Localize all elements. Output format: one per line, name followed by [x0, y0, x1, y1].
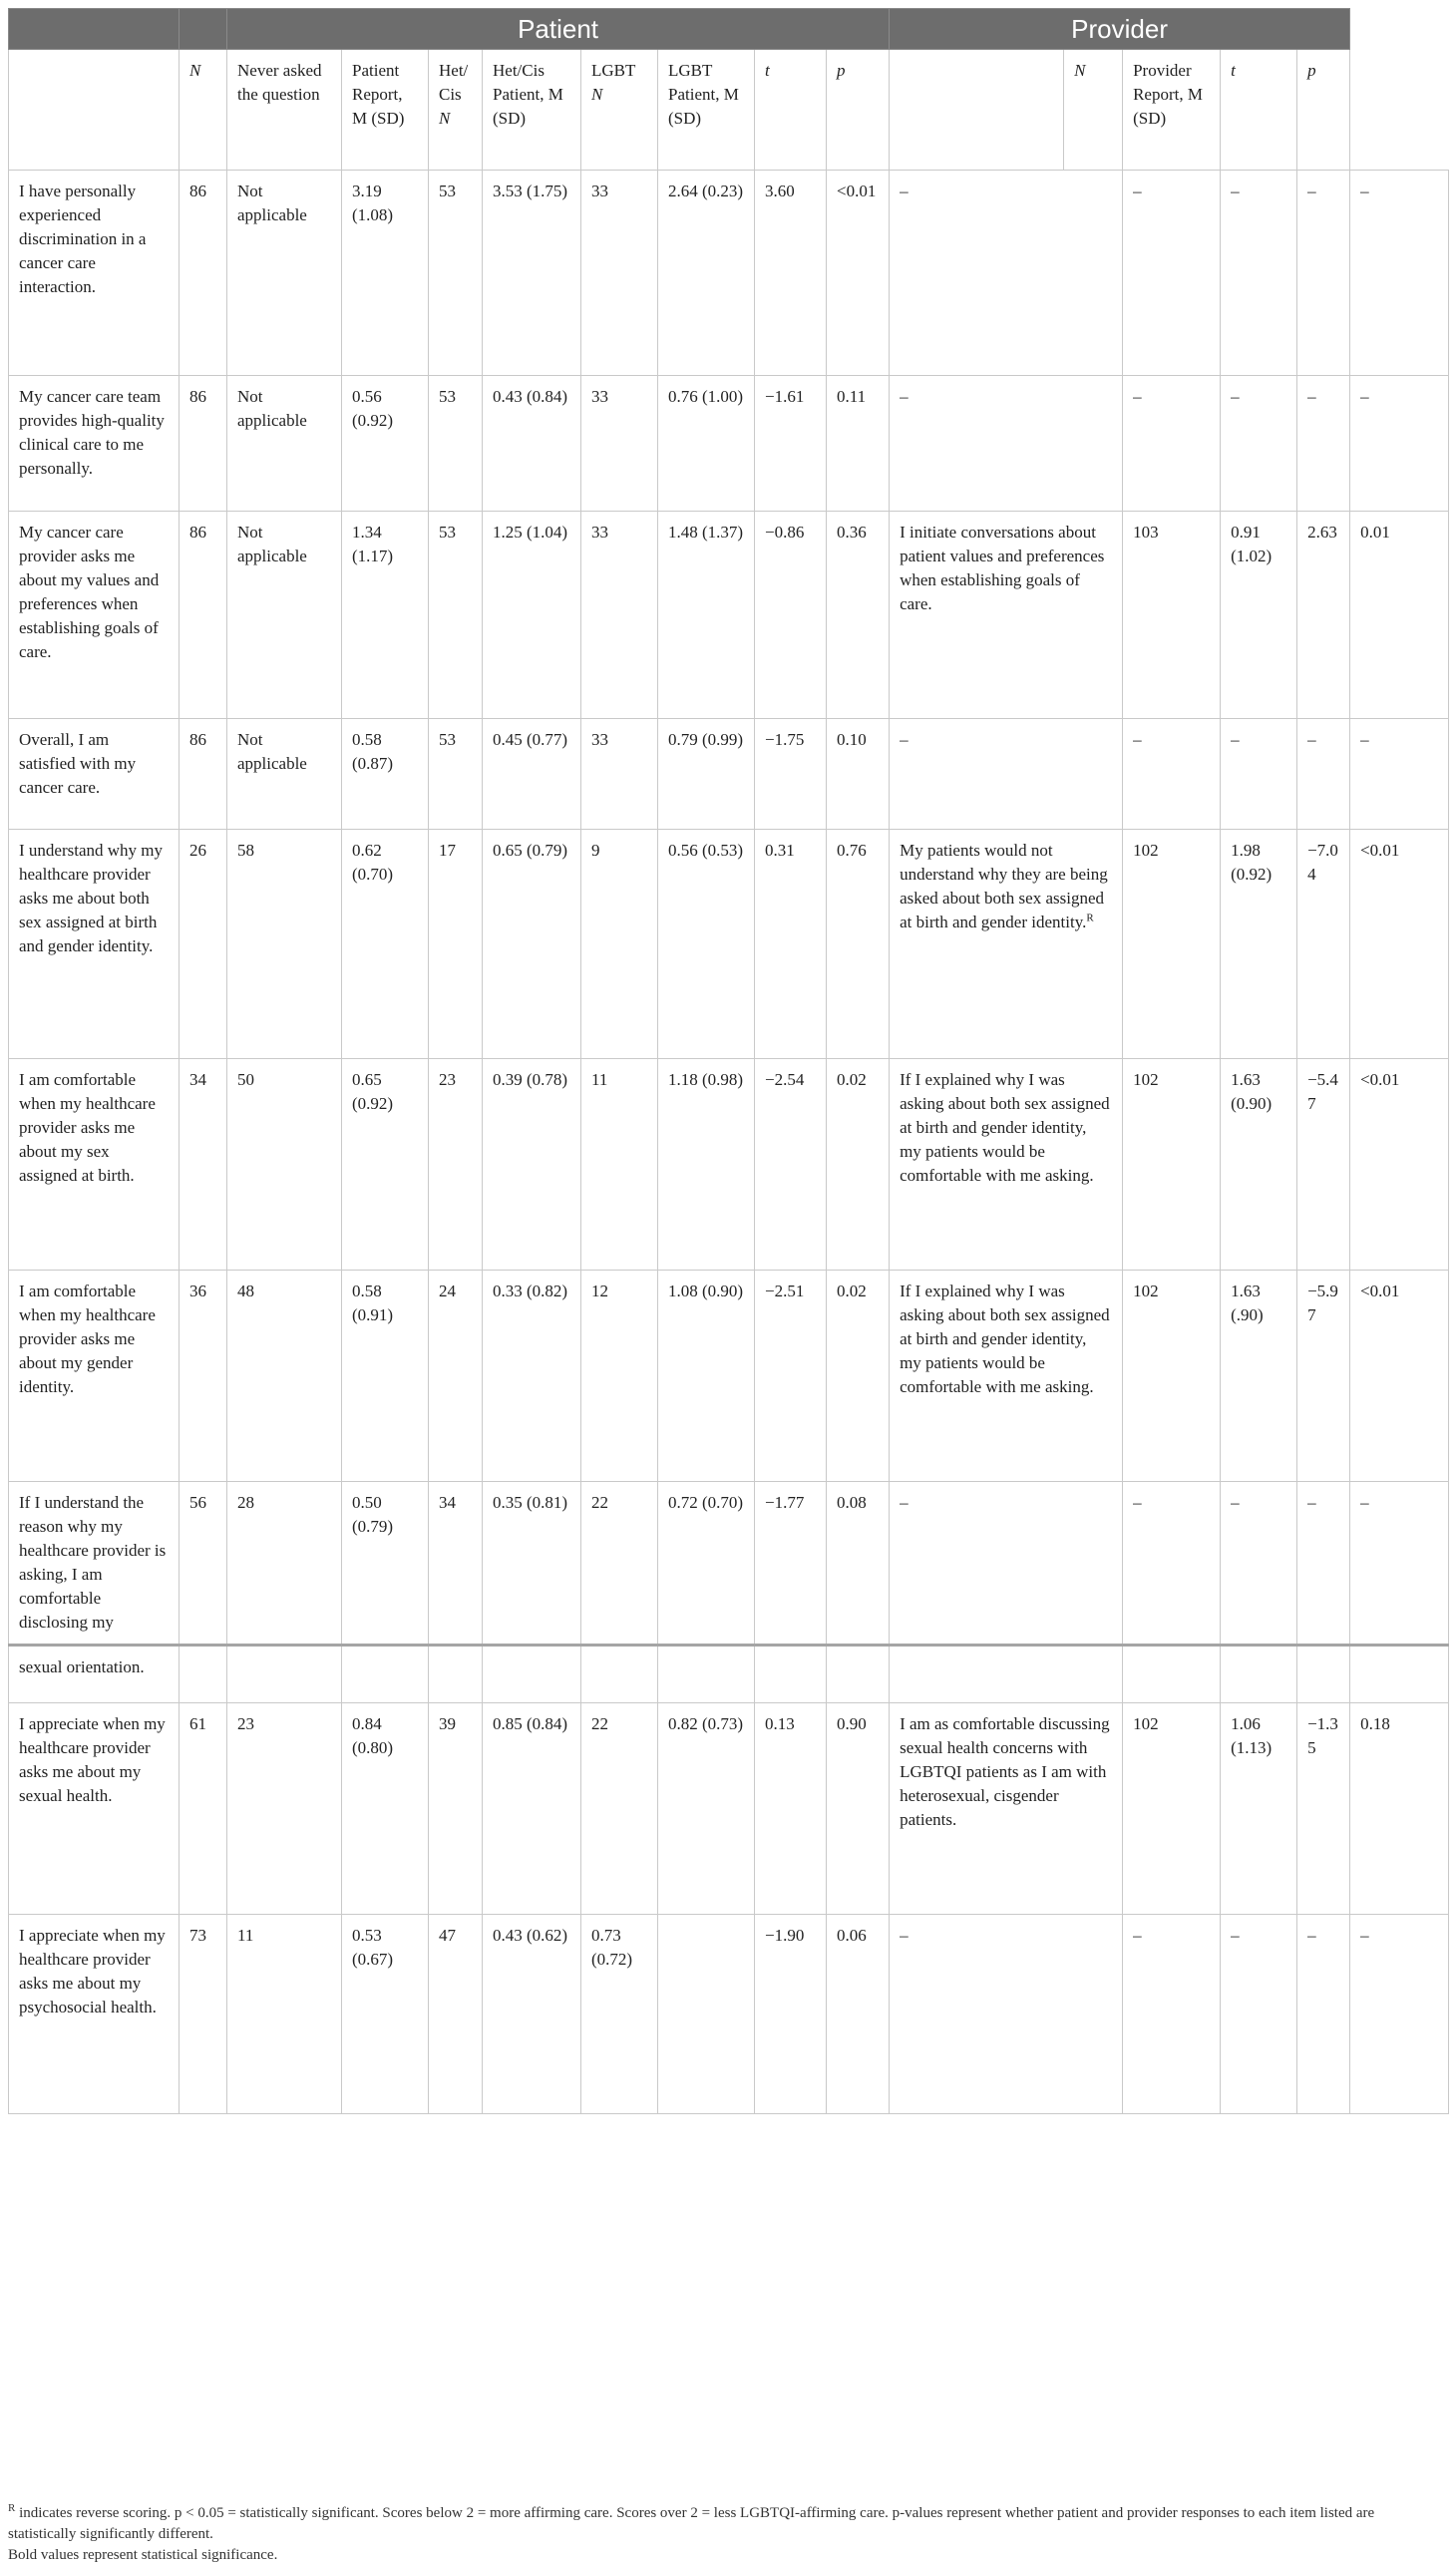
provider-item-text: –: [890, 719, 1123, 830]
provider-report-cell: 0.91 (1.02): [1221, 512, 1297, 719]
p-cell: 0.90: [827, 1703, 890, 1915]
lgbt-n-cell: 9: [581, 830, 658, 1059]
never-asked-cell: Not applicable: [227, 171, 342, 376]
item-text: sexual orientation.: [9, 1646, 180, 1703]
provider-p-cell: 0.01: [1350, 512, 1449, 719]
het-cis-n-cell: 17: [429, 830, 483, 1059]
provider-p-cell: –: [1350, 376, 1449, 512]
het-cis-mean-cell: 0.43 (0.84): [483, 376, 581, 512]
n-cell: 73: [180, 1915, 227, 2114]
footnote-reverse-mark: R: [8, 2502, 16, 2514]
n-cell: 26: [180, 830, 227, 1059]
t-cell: 0.13: [755, 1703, 827, 1915]
het-cis-n-cell: [429, 1646, 483, 1703]
n-cell: 86: [180, 719, 227, 830]
table-row: [9, 376, 1449, 512]
het-cis-n-cell: 53: [429, 512, 483, 719]
provider-p-cell: –: [1350, 1915, 1449, 2114]
provider-n-cell: –: [1123, 376, 1221, 512]
table-row: [9, 1915, 1449, 2114]
provider-t-cell: –: [1297, 1915, 1350, 2114]
never-asked-cell: 50: [227, 1059, 342, 1271]
het-cis-n-cell: 53: [429, 171, 483, 376]
het-cis-n-cell: 47: [429, 1915, 483, 2114]
provider-item-text: –: [890, 171, 1123, 376]
provider-report-cell: 1.98 (0.92): [1221, 830, 1297, 1059]
provider-n-cell: 102: [1123, 1271, 1221, 1482]
never-asked-cell: [227, 1646, 342, 1703]
lgbt-n-cell: 22: [581, 1482, 658, 1646]
het-cis-n-cell: 39: [429, 1703, 483, 1915]
lgbt-mean-cell: 1.18 (0.98): [658, 1059, 755, 1271]
provider-p-cell: <0.01: [1350, 1059, 1449, 1271]
provider-t-cell: −5.47: [1297, 1059, 1350, 1271]
table-footnote: [8, 2503, 1444, 2566]
never-asked-cell: 58: [227, 830, 342, 1059]
het-cis-mean-cell: 0.33 (0.82): [483, 1271, 581, 1482]
provider-n-cell: 102: [1123, 1703, 1221, 1915]
het-cis-n-cell: 23: [429, 1059, 483, 1271]
p-cell: 0.76: [827, 830, 890, 1059]
lgbt-mean-cell: 0.72 (0.70): [658, 1482, 755, 1646]
col-header-provider-n: N: [1064, 50, 1123, 171]
never-asked-cell: 11: [227, 1915, 342, 2114]
provider-p-cell: –: [1350, 719, 1449, 830]
provider-report-cell: –: [1221, 1915, 1297, 2114]
col-header-n: N: [180, 50, 227, 171]
never-asked-cell: 48: [227, 1271, 342, 1482]
patient-group-header: Patient: [227, 9, 890, 50]
t-cell: −1.77: [755, 1482, 827, 1646]
provider-p-cell: <0.01: [1350, 830, 1449, 1059]
item-text: I appreciate when my healthcare provider asks me about my psychosocial health.: [9, 1915, 180, 2114]
t-cell: 3.60: [755, 171, 827, 376]
p-cell: 0.06: [827, 1915, 890, 2114]
t-cell: −2.51: [755, 1271, 827, 1482]
t-cell: −2.54: [755, 1059, 827, 1271]
col-header-lgbt-patient: LGBT Patient, M (SD): [658, 50, 755, 171]
results-table: [8, 8, 1449, 2114]
n-cell: 36: [180, 1271, 227, 1482]
provider-n-cell: 103: [1123, 512, 1221, 719]
never-asked-cell: Not applicable: [227, 719, 342, 830]
provider-report-cell: 1.06 (1.13): [1221, 1703, 1297, 1915]
col-header-provider-report: Provider Report, M (SD): [1123, 50, 1221, 171]
provider-report-cell: 1.63 (.90): [1221, 1271, 1297, 1482]
provider-item-text: I am as comfortable discussing sexual health concerns with LGBTQI patients as I am with heterosexual, cisgender patients.: [890, 1703, 1123, 1915]
lgbt-n-cell: 33: [581, 719, 658, 830]
n-cell: 86: [180, 376, 227, 512]
lgbt-n-cell: 0.73 (0.72): [581, 1915, 658, 2114]
patient-report-cell: 0.56 (0.92): [342, 376, 429, 512]
patient-report-cell: 0.50 (0.79): [342, 1482, 429, 1646]
footnote-line: [8, 2503, 1444, 2545]
provider-t-cell: 2.63: [1297, 512, 1350, 719]
t-cell: [755, 1646, 827, 1703]
provider-n-cell: –: [1123, 1482, 1221, 1646]
item-text: I appreciate when my healthcare provider asks me about my sexual health.: [9, 1703, 180, 1915]
item-text: My cancer care provider asks me about my values and preferences when establishing goals of care.: [9, 512, 180, 719]
patient-report-cell: 0.62 (0.70): [342, 830, 429, 1059]
table-row: [9, 1271, 1449, 1482]
t-cell: −1.61: [755, 376, 827, 512]
het-cis-n-cell: 34: [429, 1482, 483, 1646]
provider-p-cell: –: [1350, 171, 1449, 376]
n-cell: 86: [180, 512, 227, 719]
provider-n-cell: –: [1123, 171, 1221, 376]
provider-report-cell: –: [1221, 171, 1297, 376]
table-row: [9, 719, 1449, 830]
col-header-het-cis-n: Het/Cis N: [429, 50, 483, 171]
het-cis-mean-cell: 0.43 (0.62): [483, 1915, 581, 2114]
never-asked-cell: 28: [227, 1482, 342, 1646]
patient-report-cell: 0.84 (0.80): [342, 1703, 429, 1915]
het-cis-mean-cell: [483, 1646, 581, 1703]
reverse-scoring-mark: R: [1086, 912, 1094, 924]
lgbt-mean-cell: 2.64 (0.23): [658, 171, 755, 376]
lgbt-mean-cell: 0.82 (0.73): [658, 1703, 755, 1915]
item-text: I am comfortable when my healthcare provider asks me about my gender identity.: [9, 1271, 180, 1482]
het-cis-mean-cell: 0.35 (0.81): [483, 1482, 581, 1646]
provider-item-text: If I explained why I was asking about both sex assigned at birth and gender identity, my patients would be comfortable with me asking.: [890, 1059, 1123, 1271]
item-text: My cancer care team provides high-quality clinical care to me personally.: [9, 376, 180, 512]
provider-p-cell: [1350, 1646, 1449, 1703]
table-row: [9, 1703, 1449, 1915]
p-cell: 0.36: [827, 512, 890, 719]
provider-n-cell: –: [1123, 1915, 1221, 2114]
lgbt-n-cell: 33: [581, 512, 658, 719]
col-header-never-asked: Never asked the question: [227, 50, 342, 171]
het-cis-mean-cell: 0.45 (0.77): [483, 719, 581, 830]
col-header-lgbt-n: LGBT N: [581, 50, 658, 171]
col-header-provider-p: p: [1297, 50, 1350, 171]
p-cell: 0.08: [827, 1482, 890, 1646]
never-asked-cell: 23: [227, 1703, 342, 1915]
item-text: I am comfortable when my healthcare provider asks me about my sex assigned at birth.: [9, 1059, 180, 1271]
lgbt-n-cell: 33: [581, 376, 658, 512]
patient-report-cell: 0.58 (0.87): [342, 719, 429, 830]
lgbt-n-cell: [581, 1646, 658, 1703]
lgbt-mean-cell: 0.79 (0.99): [658, 719, 755, 830]
t-cell: −1.75: [755, 719, 827, 830]
patient-report-cell: 0.58 (0.91): [342, 1271, 429, 1482]
footnote-text: indicates reverse scoring. p < 0.05 = statistically significant. Scores below 2 = more affirming care. Scores over 2 = less LGBTQI-affirming care. p-values represent whether patient and provider responses to each item listed are statistically significantly different.: [8, 2505, 1375, 2542]
table-row: [9, 830, 1449, 1059]
item-text: Overall, I am satisfied with my cancer care.: [9, 719, 180, 830]
p-cell: 0.02: [827, 1271, 890, 1482]
t-cell: 0.31: [755, 830, 827, 1059]
table-row: [9, 1646, 1449, 1703]
n-cell: 86: [180, 171, 227, 376]
p-cell: 0.02: [827, 1059, 890, 1271]
column-header-row: [9, 50, 1449, 171]
n-cell: [180, 1646, 227, 1703]
patient-report-cell: 3.19 (1.08): [342, 171, 429, 376]
item-text: I have personally experienced discrimination in a cancer care interaction.: [9, 171, 180, 376]
provider-item-text: –: [890, 1482, 1123, 1646]
provider-item-text: I initiate conversations about patient values and preferences when establishing goals of care.: [890, 512, 1123, 719]
provider-t-cell: [1297, 1646, 1350, 1703]
provider-n-cell: [1123, 1646, 1221, 1703]
het-cis-mean-cell: 0.39 (0.78): [483, 1059, 581, 1271]
item-text: If I understand the reason why my healthcare provider is asking, I am comfortable disclosing my: [9, 1482, 180, 1646]
provider-p-cell: <0.01: [1350, 1271, 1449, 1482]
footnote-bold-note: Bold values represent statistical significance.: [8, 2547, 278, 2563]
provider-n-cell: –: [1123, 719, 1221, 830]
col-header-patient-report: Patient Report, M (SD): [342, 50, 429, 171]
col-header-item: [9, 50, 180, 171]
provider-n-cell: 102: [1123, 1059, 1221, 1271]
lgbt-mean-cell: [658, 1915, 755, 2114]
lgbt-n-cell: 11: [581, 1059, 658, 1271]
patient-report-cell: 1.34 (1.17): [342, 512, 429, 719]
p-cell: [827, 1646, 890, 1703]
provider-t-cell: –: [1297, 719, 1350, 830]
het-cis-mean-cell: 1.25 (1.04): [483, 512, 581, 719]
header-blank-cell: [180, 9, 227, 50]
lgbt-mean-cell: 1.08 (0.90): [658, 1271, 755, 1482]
provider-p-cell: –: [1350, 1482, 1449, 1646]
provider-item-text: If I explained why I was asking about both sex assigned at birth and gender identity, my patients would be comfortable with me asking.: [890, 1271, 1123, 1482]
provider-report-cell: 1.63 (0.90): [1221, 1059, 1297, 1271]
provider-report-cell: –: [1221, 1482, 1297, 1646]
patient-report-cell: 0.53 (0.67): [342, 1915, 429, 2114]
provider-t-cell: –: [1297, 171, 1350, 376]
table-row: [9, 171, 1449, 376]
n-cell: 56: [180, 1482, 227, 1646]
provider-p-cell: 0.18: [1350, 1703, 1449, 1915]
provider-t-cell: −5.97: [1297, 1271, 1350, 1482]
col-header-p: p: [827, 50, 890, 171]
het-cis-n-cell: 53: [429, 376, 483, 512]
patient-report-cell: [342, 1646, 429, 1703]
lgbt-mean-cell: 1.48 (1.37): [658, 512, 755, 719]
lgbt-n-cell: 12: [581, 1271, 658, 1482]
t-cell: −1.90: [755, 1915, 827, 2114]
never-asked-cell: Not applicable: [227, 376, 342, 512]
het-cis-n-cell: 53: [429, 719, 483, 830]
provider-report-cell: –: [1221, 719, 1297, 830]
provider-report-cell: –: [1221, 376, 1297, 512]
patient-report-cell: 0.65 (0.92): [342, 1059, 429, 1271]
group-header-row: [9, 9, 1449, 50]
provider-item-text: –: [890, 376, 1123, 512]
provider-group-header: Provider: [890, 9, 1350, 50]
het-cis-mean-cell: 0.65 (0.79): [483, 830, 581, 1059]
table-row: [9, 1482, 1449, 1646]
provider-t-cell: –: [1297, 1482, 1350, 1646]
provider-item-text: [890, 830, 1123, 1059]
table-row: [9, 1059, 1449, 1271]
provider-t-cell: −7.04: [1297, 830, 1350, 1059]
col-header-t: t: [755, 50, 827, 171]
provider-report-cell: [1221, 1646, 1297, 1703]
n-cell: 34: [180, 1059, 227, 1271]
item-text: I understand why my healthcare provider asks me about both sex assigned at birth and gender identity.: [9, 830, 180, 1059]
provider-item-text: –: [890, 1915, 1123, 2114]
provider-item-text: [890, 1646, 1123, 1703]
provider-item-body: My patients would not understand why they are being asked about both sex assigned at birth and gender identity.: [900, 841, 1108, 931]
provider-n-cell: 102: [1123, 830, 1221, 1059]
t-cell: −0.86: [755, 512, 827, 719]
col-header-provider-item: [890, 50, 1064, 171]
col-header-provider-t: t: [1221, 50, 1297, 171]
p-cell: 0.11: [827, 376, 890, 512]
het-cis-n-cell: 24: [429, 1271, 483, 1482]
header-blank-cell: [9, 9, 180, 50]
never-asked-cell: Not applicable: [227, 512, 342, 719]
provider-t-cell: −1.35: [1297, 1703, 1350, 1915]
lgbt-mean-cell: 0.76 (1.00): [658, 376, 755, 512]
table-row: [9, 512, 1449, 719]
het-cis-mean-cell: 3.53 (1.75): [483, 171, 581, 376]
het-cis-mean-cell: 0.85 (0.84): [483, 1703, 581, 1915]
n-cell: 61: [180, 1703, 227, 1915]
p-cell: 0.10: [827, 719, 890, 830]
lgbt-n-cell: 22: [581, 1703, 658, 1915]
lgbt-mean-cell: 0.56 (0.53): [658, 830, 755, 1059]
p-cell: <0.01: [827, 171, 890, 376]
lgbt-mean-cell: [658, 1646, 755, 1703]
lgbt-n-cell: 33: [581, 171, 658, 376]
col-header-het-cis-patient: Het/Cis Patient, M (SD): [483, 50, 581, 171]
provider-t-cell: –: [1297, 376, 1350, 512]
